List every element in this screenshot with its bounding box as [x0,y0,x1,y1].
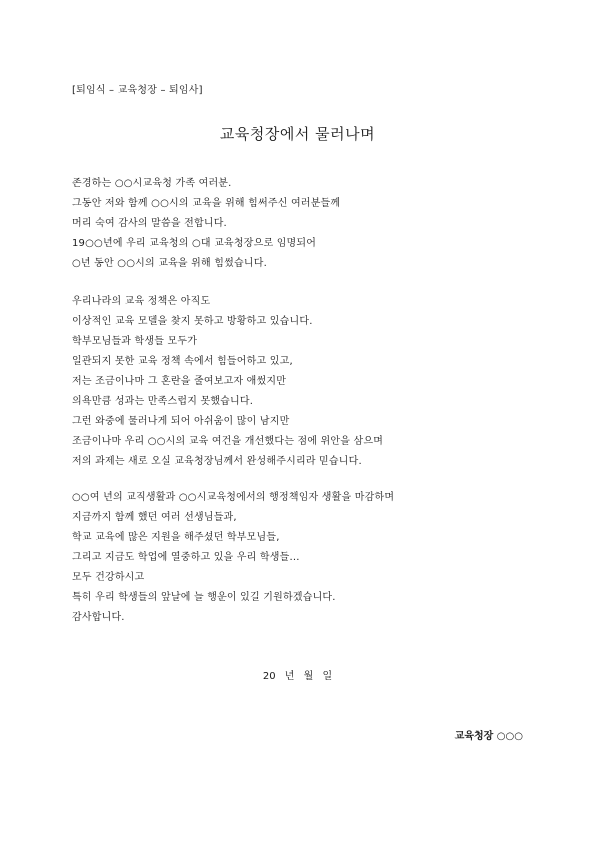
header-tag: [퇴임식 – 교육청장 – 퇴임사] [72,85,203,96]
text-line: 이상적인 교육 모델을 찾지 못하고 방황하고 있습니다. [72,316,313,327]
paragraph-farewell [72,488,542,628]
text-line: 일관되지 못한 교육 정책 속에서 힘들어하고 있고, [72,356,293,367]
paragraph-reflection [72,292,542,472]
text-line: ○년 동안 ○○시의 교육을 위해 힘썼습니다. [72,258,267,269]
text-line: 감사합니다. [72,612,125,623]
text-line: 조금이나마 우리 ○○시의 교육 여건을 개선했다는 점에 위안을 삼으며 [72,436,384,447]
text-line: 머리 숙여 감사의 말씀을 전합니다. [72,218,227,229]
text-line: 학교 교육에 많은 지원을 해주셨던 학부모님들, [72,532,280,543]
text-line: 학부모님들과 학생들 모두가 [72,336,198,347]
text-line: 지금까지 함께 했던 여러 선생님들과, [72,512,237,523]
text-line: 그리고 지금도 학업에 열중하고 있을 우리 학생들... [72,552,300,563]
text-line: 19○○년에 우리 교육청의 ○대 교육청장으로 임명되어 [72,238,317,249]
paragraph-greeting [72,174,542,274]
text-line: 우리나라의 교육 정책은 아직도 [72,296,211,307]
text-line: 저의 과제는 새로 오실 교육청장님께서 완성해주시리라 믿습니다. [72,456,362,467]
text-line: 존경하는 ○○시교육청 가족 여러분. [72,178,232,189]
text-line: 모두 건강하시고 [72,572,145,583]
date-line: 20 년 월 일 [262,671,333,682]
text-line: 특히 우리 학생들의 앞날에 늘 행운이 있길 기원하겠습니다. [72,592,336,603]
text-line: 저는 조금이나마 그 혼란을 줄여보고자 애썼지만 [72,376,287,387]
signature: 교육청장 ○○○ [454,731,523,742]
text-line: ○○여 년의 교직생활과 ○○시교육청에서의 행정책임자 생활을 마감하며 [72,492,395,503]
text-line: 그동안 저와 함께 ○○시의 교육을 위해 힘써주신 여러분들께 [72,198,341,209]
text-line: 의욕만큼 성과는 만족스럽지 못했습니다. [72,396,254,407]
text-line: 그런 와중에 물러나게 되어 아쉬움이 많이 남지만 [72,416,290,427]
page-title: 교육청장에서 물러나며 [219,125,376,143]
